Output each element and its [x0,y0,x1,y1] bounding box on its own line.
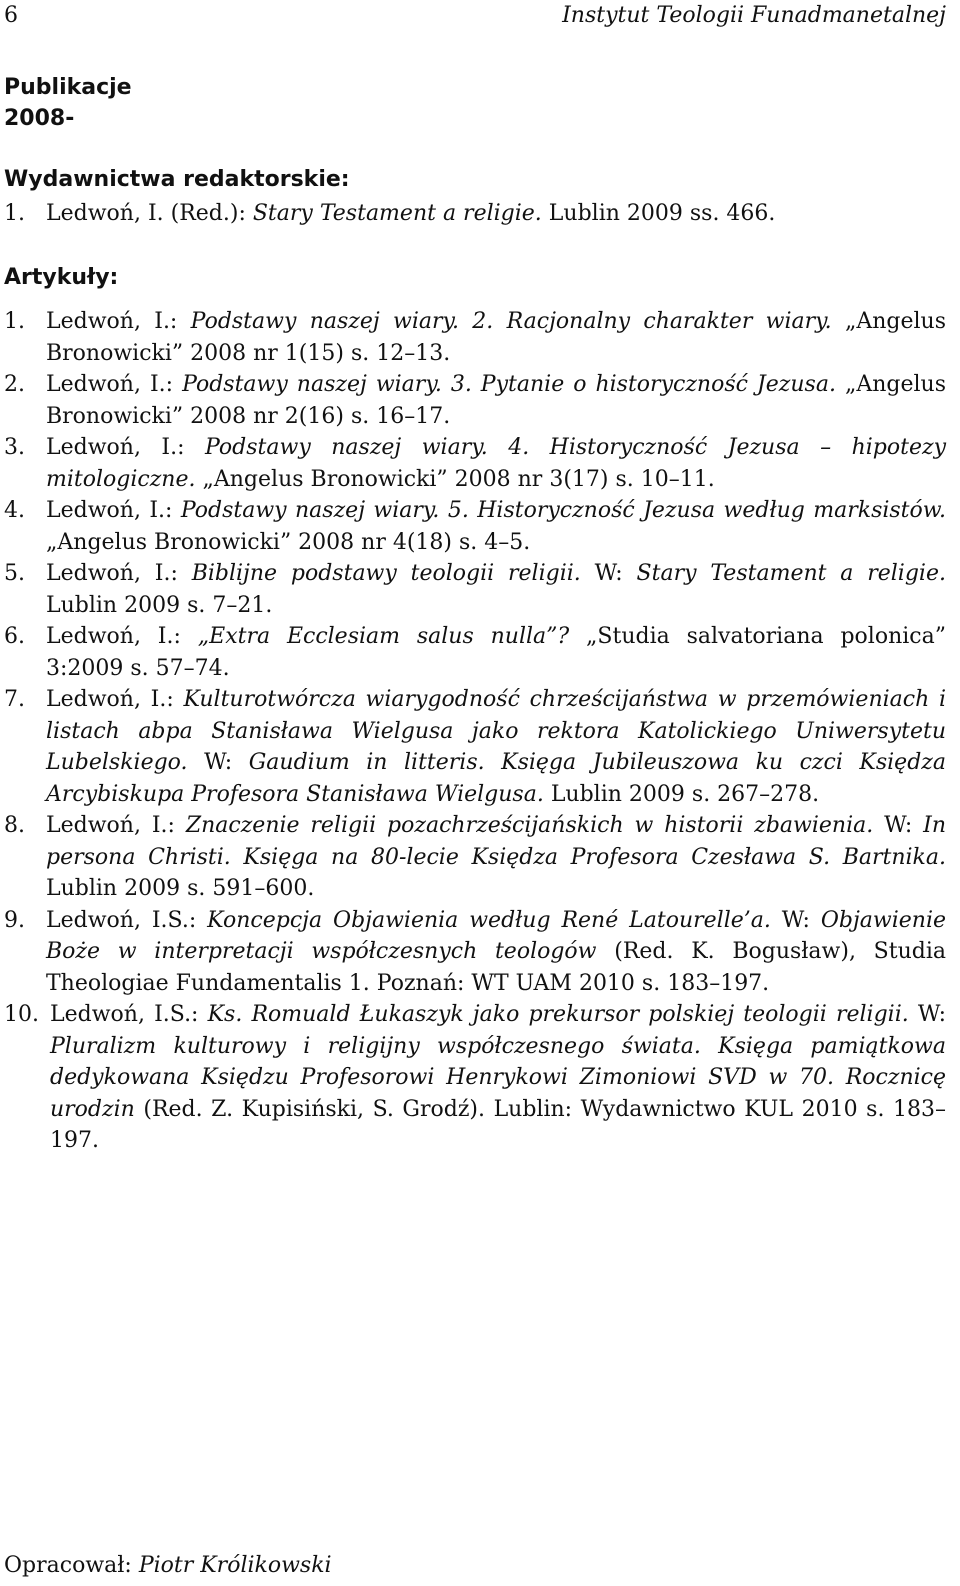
italic-title: In persona Christi. Księga na 80-lecie Księdza Profesora Czesława S. Bartnika. [46,813,946,870]
list-item [4,810,946,905]
italic-title: Znaczenie religii pozachrześcijańskich w historii zbawienia. [185,813,874,838]
text-run: Ledwoń, I.: [46,372,183,397]
text-run: „Studia salvatoriana polonica” 3:2009 s. 57–74. [46,624,946,681]
articles-section-title: Artykuły: [4,265,119,290]
italic-title: Podstawy naszej wiary. 5. Historyczność Jezusa według marksistów. [180,498,946,523]
item-text [46,432,946,495]
italic-title: Stary Testament a religie. [252,201,542,226]
item-number: 1. [4,201,25,226]
italic-title: „Extra Ecclesiam salus nulla”? [197,624,570,649]
item-number: 1. [4,309,25,334]
text-run: Ledwoń, I.: [46,624,198,649]
list-item [4,558,946,621]
text-run: Ledwoń, I.: [46,687,184,712]
articles-list [4,306,946,1157]
item-text [46,621,946,684]
item-text [46,684,946,810]
page-number: 6 [4,3,18,28]
item-text [46,306,946,369]
list-item [4,198,946,230]
list-item [4,495,946,558]
italic-title: Ks. Romuald Łukaszyk jako prekursor polskiej teologii religii. [207,1002,909,1027]
text-run: „Angelus Bronowicki” 2008 nr 1(15) s. 12–13. [46,309,946,366]
italic-title: Podstawy naszej wiary. 3. Pytanie o historyczność Jezusa. [182,372,836,397]
text-run: Lublin 2009 s. 591–600. [46,876,315,901]
item-number: 4. [4,498,25,523]
text-run: Ledwoń, I.: [46,498,181,523]
running-title: Instytut Teologii Funadmanetalnej [562,3,946,28]
item-number: 9. [4,907,25,933]
text-run: „Angelus Bronowicki” 2008 nr 4(18) s. 4–5. [46,529,531,555]
text-run: Ledwoń, I.: [46,309,191,334]
item-number: 6. [4,624,25,649]
list-item [4,905,946,1000]
italic-title: Kulturotwórcza wiarygodność chrześcijaństwa w przemówieniach i listach abpa Stanisława Wielgusa jako rektora Katolickiego Uniwersytetu Lubelskiego. [46,687,946,775]
text-run: Lublin 2009 ss. 466. [541,201,776,226]
text-run: W: [580,561,637,586]
heading-title: Publikacje [4,75,132,100]
item-text [46,198,946,230]
item-text [46,495,946,558]
heading-year: 2008- [4,106,75,131]
text-run: „Angelus Bronowicki” 2008 nr 2(16) s. 16–17. [46,372,946,429]
editorial-section-title: Wydawnictwa redaktorskie: [4,167,350,192]
item-text [46,905,946,1000]
item-number: 8. [4,813,25,838]
italic-title: Podstawy naszej wiary. 2. Racjonalny charakter wiary. [190,309,832,334]
list-item [4,999,946,1157]
text-run: W: [770,907,821,933]
list-item [4,621,946,684]
item-text [46,558,946,621]
item-number: 10. [4,1002,39,1027]
item-number: 2. [4,372,25,397]
text-run: „Angelus Bronowicki” 2008 nr 3(17) s. 10–11. [195,466,715,492]
text-run: Ledwoń, I.: [46,813,186,838]
page-header [0,0,946,34]
italic-title: Koncepcja Objawienia według René Latourelle’a. [207,907,771,933]
text-run: (Red. K. Bogusław), Studia Theologiae Fundamentalis 1. Poznań: WT UAM 2010 s. 183–197. [46,939,946,996]
italic-title: Biblijne podstawy teologii religii. [191,561,581,586]
page-footer [4,1550,332,1582]
text-run: Ledwoń, I.S.: [46,907,208,933]
text-run: Lublin 2009 s. 7–21. [46,592,273,618]
text-run: Ledwoń, I.: [46,435,206,460]
text-run: (Red. Z. Kupisiński, S. Grodź). Lublin: Wydawnictwo KUL 2010 s. 183–197. [50,1096,946,1153]
italic-title: Gaudium in litteris. Księga Jubileuszowa ku czci Księdza Arcybiskupa Profesora Stanisława Wielgusa. [46,750,946,807]
text-run: W: [187,750,249,775]
footer-author: Piotr Królikowski [138,1553,332,1578]
text-run: Ledwoń, I.S.: [50,1002,208,1027]
list-item [4,432,946,495]
text-run: W: [873,813,924,838]
item-number: 5. [4,561,25,586]
footer-label: Opracował: [4,1553,139,1578]
list-item [4,684,946,810]
text-run: Ledwoń, I.: [46,561,192,586]
editorial-list [4,198,946,230]
text-run: W: [908,1002,946,1027]
italic-title: Objawienie Boże w interpretacji współczesnych teologów [46,907,947,964]
text-run: Lublin 2009 s. 267–278. [543,781,820,807]
item-text [46,810,946,905]
italic-title: Stary Testament a religie. [636,561,946,586]
list-item [4,306,946,369]
item-text [46,369,946,432]
publications-heading [4,72,132,134]
italic-title: Podstawy naszej wiary. 4. Historyczność Jezusa – hipotezy mitologiczne. [46,435,946,492]
item-number: 7. [4,687,25,712]
list-item [4,369,946,432]
italic-title: Pluralizm kulturowy i religijny współczesnego świata. Księga pamiątkowa dedykowana Księdzu Profesorowi Henrykowi Zimoniowi SVD w 70. Rocznicę urodzin [50,1033,946,1122]
text-run: Ledwoń, I. (Red.): [46,201,253,226]
item-number: 3. [4,435,25,460]
item-text [50,999,946,1157]
